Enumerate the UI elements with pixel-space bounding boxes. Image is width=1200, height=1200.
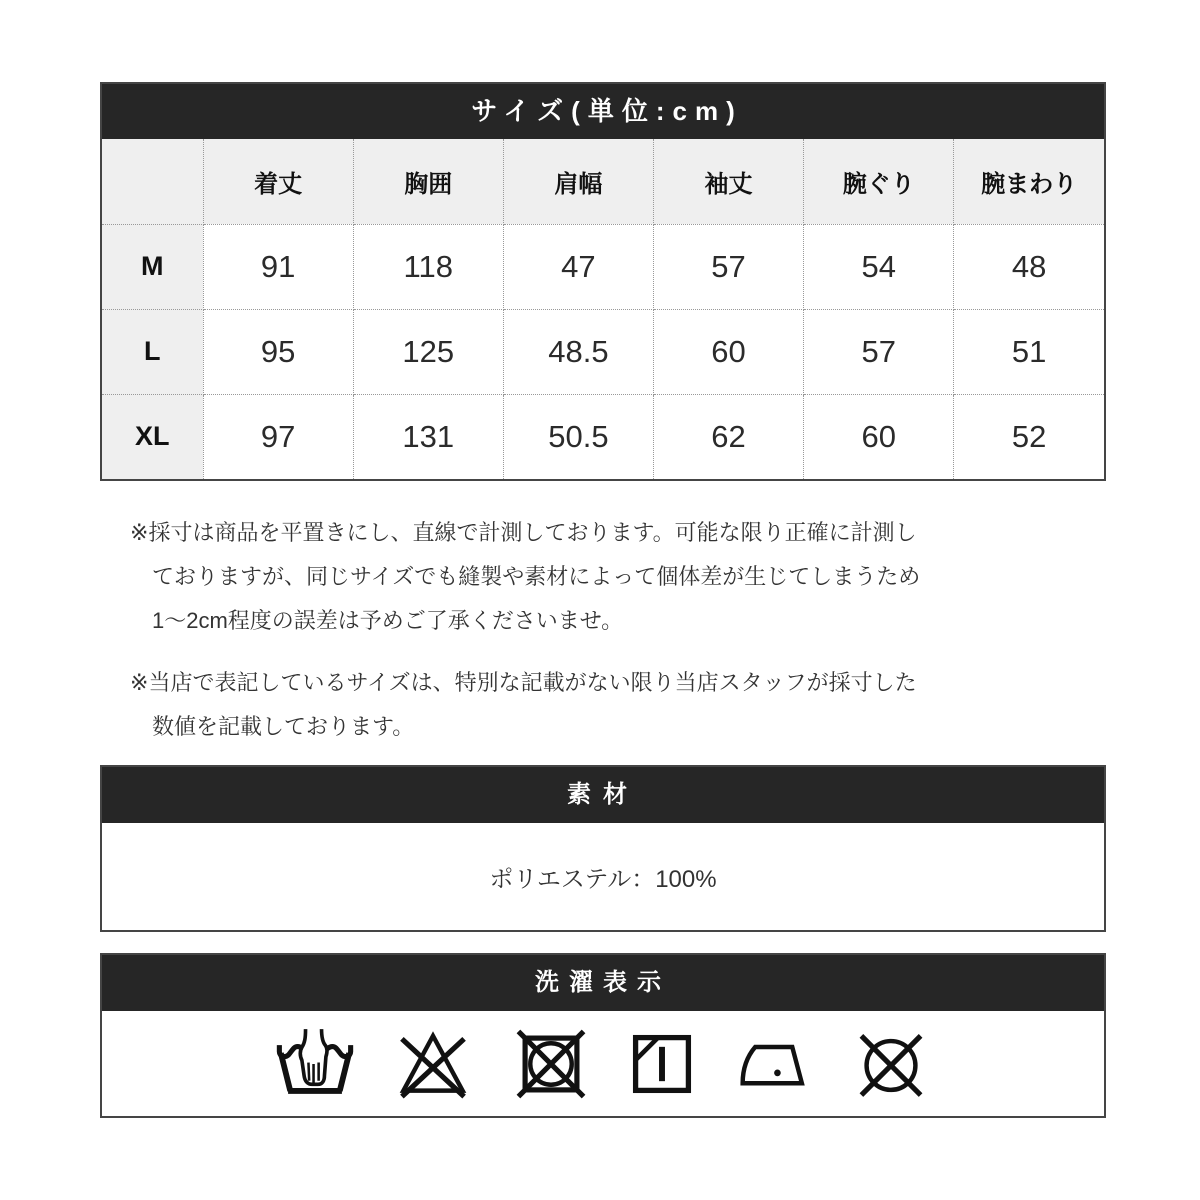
material-title: 素材 — [567, 781, 639, 808]
do-not-tumble-dry-icon — [511, 1027, 591, 1101]
size-value-cell: 125 — [353, 309, 503, 394]
size-value-cell: 48 — [954, 224, 1104, 309]
size-row-m — [102, 224, 1104, 309]
note-text-line: 当店で表記しているサイズは、特別な記載がない限り当店スタッフが採寸した — [148, 670, 917, 695]
size-value-cell: 54 — [804, 224, 954, 309]
size-value-cell: 97 — [203, 394, 353, 479]
size-row-l — [102, 309, 1104, 394]
note-text-line: 1〜2cm程度の誤差は予めご了承くださいませ。 — [152, 608, 624, 633]
size-value-cell: 60 — [804, 394, 954, 479]
size-table-section — [100, 82, 1106, 481]
size-value-cell: 50.5 — [503, 394, 653, 479]
size-table-title-bar — [102, 84, 1104, 139]
size-row-label: XL — [102, 394, 203, 479]
staff-measured-note — [130, 661, 1106, 749]
line-dry-in-shade-icon — [629, 1027, 695, 1101]
material-body — [102, 823, 1104, 930]
note-text-line: 数値を記載しております。 — [152, 714, 415, 739]
size-value-cell: 60 — [653, 309, 803, 394]
do-not-bleach-icon — [393, 1027, 473, 1101]
size-value-cell: 47 — [503, 224, 653, 309]
col-header-udemawari: 腕まわり — [954, 139, 1104, 224]
size-value-cell: 48.5 — [503, 309, 653, 394]
material-value: ポリエステル：100% — [489, 866, 717, 893]
col-header-udeguri: 腕ぐり — [804, 139, 954, 224]
size-value-cell: 57 — [804, 309, 954, 394]
size-value-cell: 131 — [353, 394, 503, 479]
size-table-title: サイズ(単位:cm) — [471, 96, 743, 126]
material-section — [100, 765, 1106, 932]
material-title-bar — [102, 767, 1104, 823]
size-value-cell: 118 — [353, 224, 503, 309]
size-table — [102, 139, 1104, 479]
note-marker: ※ — [130, 520, 149, 545]
col-header-katahaba: 肩幅 — [503, 139, 653, 224]
size-table-header-row — [102, 139, 1104, 224]
size-value-cell: 52 — [954, 394, 1104, 479]
hand-wash-icon — [275, 1027, 355, 1101]
laundry-title: 洗濯表示 — [535, 969, 671, 996]
laundry-section — [100, 953, 1106, 1118]
size-value-cell: 57 — [653, 224, 803, 309]
size-row-xl — [102, 394, 1104, 479]
note-text-line: ておりますが、同じサイズでも縫製や素材によって個体差が生じてしまうため — [152, 564, 921, 589]
note-marker: ※ — [130, 670, 149, 695]
size-value-cell: 51 — [954, 309, 1104, 394]
iron-low-heat-icon — [733, 1027, 813, 1101]
size-row-label: L — [102, 309, 203, 394]
measurement-disclaimer-note — [130, 511, 1106, 643]
size-value-cell: 91 — [203, 224, 353, 309]
col-header-kyoui: 胸囲 — [353, 139, 503, 224]
col-header-sodetake: 袖丈 — [653, 139, 803, 224]
notes-block — [130, 511, 1106, 749]
laundry-title-bar — [102, 955, 1104, 1011]
note-text-line: 採寸は商品を平置きにし、直線で計測しております。可能な限り正確に計測し — [148, 520, 917, 545]
col-header-chakutake: 着丈 — [203, 139, 353, 224]
size-row-label: M — [102, 224, 203, 309]
do-not-dry-clean-icon — [851, 1027, 931, 1101]
size-value-cell: 62 — [653, 394, 803, 479]
size-chart-page — [100, 0, 1106, 1118]
size-value-cell: 95 — [203, 309, 353, 394]
corner-cell — [102, 139, 203, 224]
laundry-icons-row — [102, 1011, 1104, 1116]
